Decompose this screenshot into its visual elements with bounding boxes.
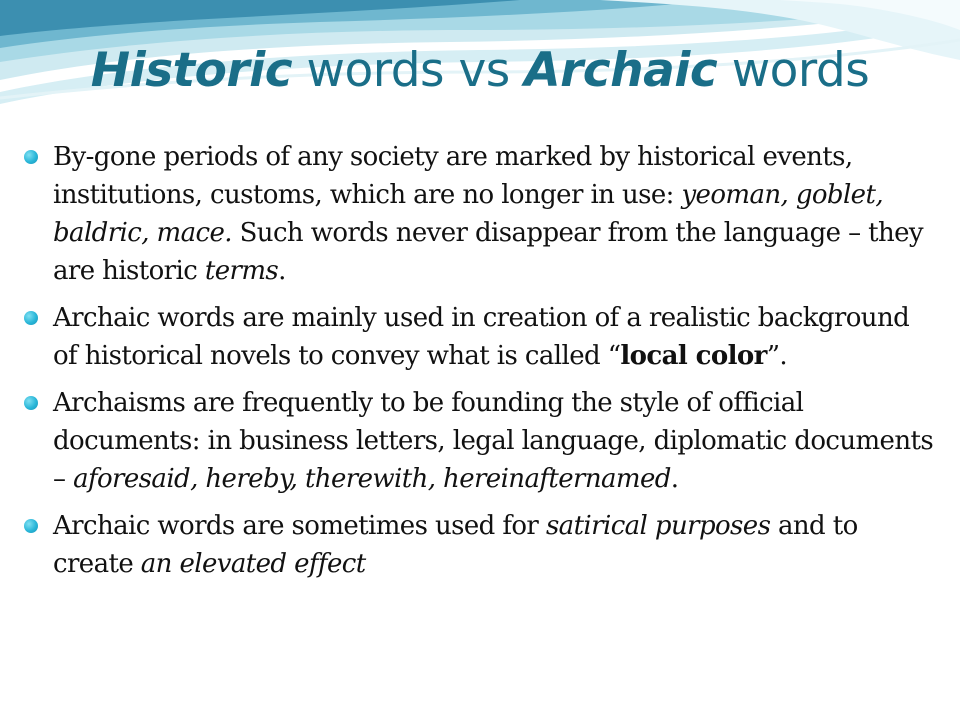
bullet-official-documents [22, 384, 937, 498]
bullet-bold-term: local color [620, 341, 767, 371]
bullet-text: Archaic words are mainly used in creation of a realistic background of historical novels to convey what is called “ [53, 303, 910, 371]
bullet-dot-icon [24, 150, 38, 164]
bullet-italic-phrase: an elevated effect [140, 549, 366, 579]
bullet-text: By-gone periods of any society are marked by historical events, institutions, customs, which are no longer in use: [53, 142, 853, 210]
bullet-text: Such words never disappear from the language – they are historic [53, 218, 924, 286]
bullet-satirical [22, 507, 937, 583]
bullet-text: Archaisms are frequently to be founding the style of official documents: in business letters, legal language, diplomatic documents – [53, 388, 934, 494]
bullet-examples: aforesaid, hereby, therewith, hereinafternamed [73, 464, 671, 494]
bullet-dot-icon [24, 519, 38, 533]
bullet-dot-icon [24, 396, 38, 410]
bullet-text: and to create [53, 511, 858, 579]
bullet-text: Archaic words are sometimes used for [53, 511, 546, 541]
bullet-italic-phrase: satirical purposes [545, 511, 771, 541]
title-historic: Historic [90, 43, 293, 98]
slide-title [0, 40, 960, 102]
title-words: words [717, 43, 870, 98]
bullet-historic-terms [22, 138, 937, 290]
bullet-text: . [670, 464, 679, 494]
bullet-text: ”. [766, 341, 788, 371]
bullet-local-color [22, 299, 937, 375]
bullet-list [22, 138, 937, 592]
bullet-dot-icon [24, 311, 38, 325]
title-archaic: Archaic [524, 43, 718, 98]
bullet-term: terms [204, 256, 279, 286]
title-words-vs: words vs [292, 43, 525, 98]
bullet-text: . [278, 256, 286, 286]
bullet-examples: yeoman, goblet, baldric, mace. [53, 180, 883, 248]
